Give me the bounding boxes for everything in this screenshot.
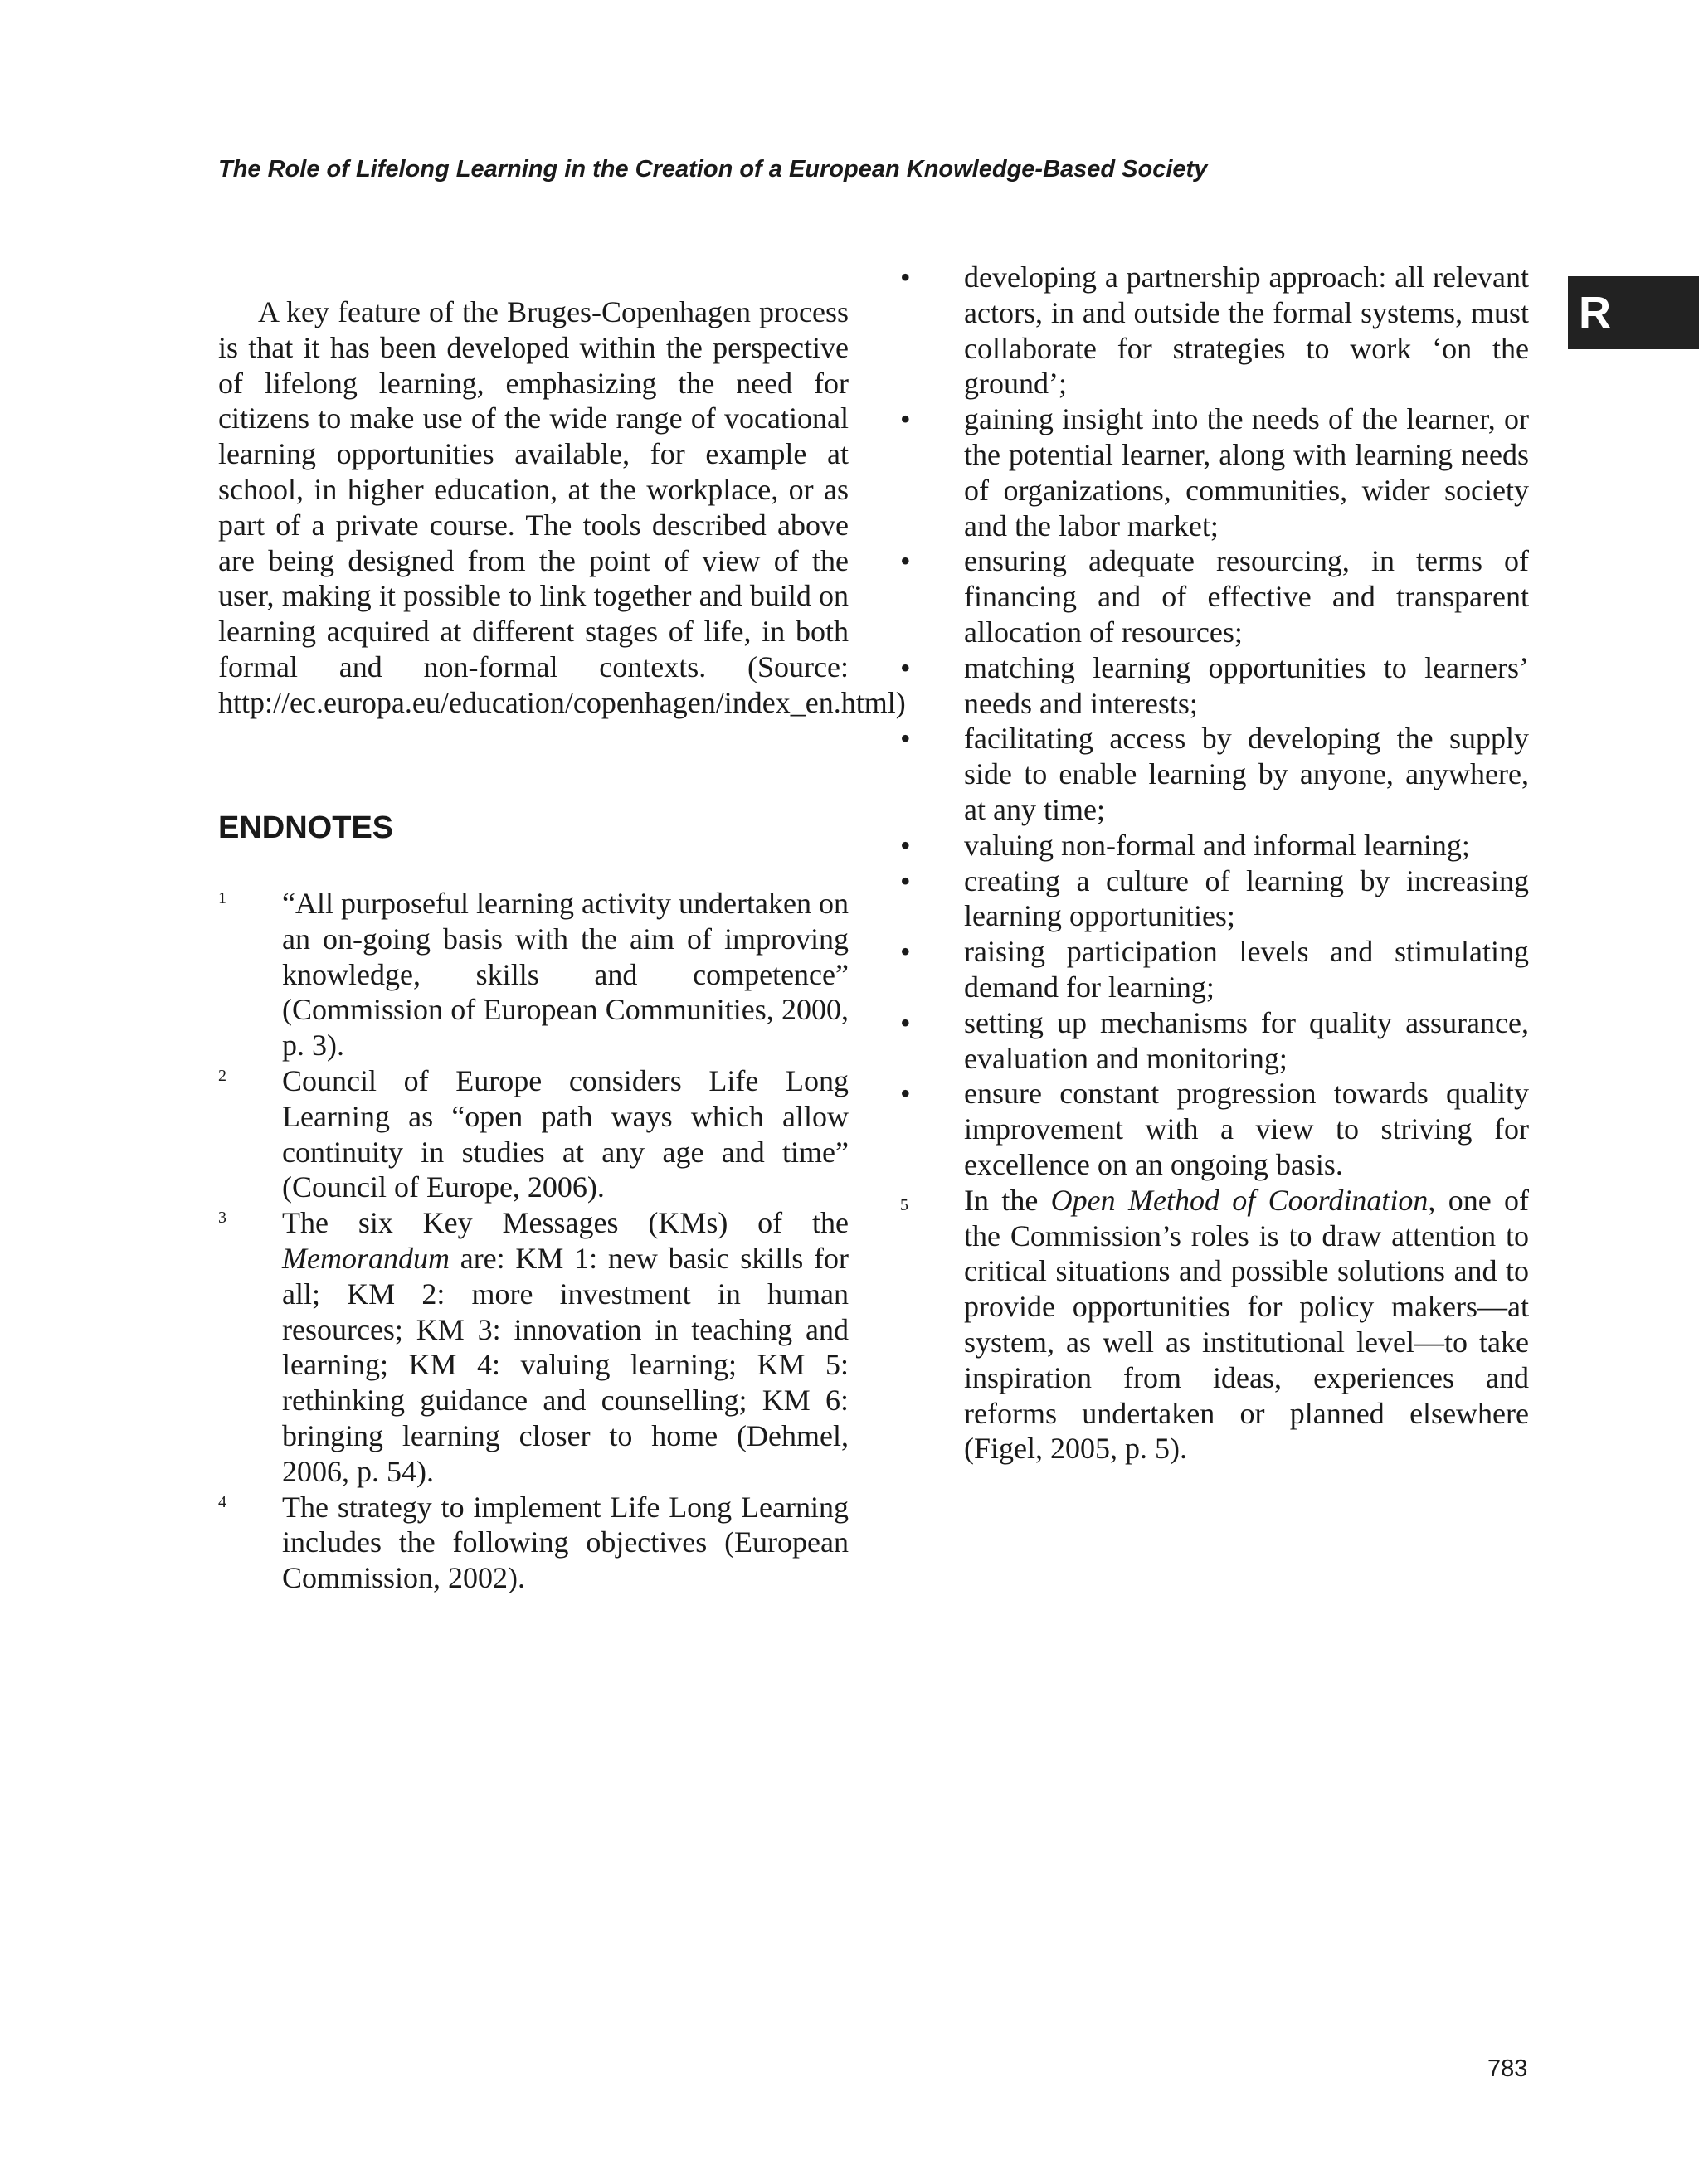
open-method-title: Open Method of Coordination (1050, 1183, 1429, 1217)
endnote-3 (218, 1205, 849, 1489)
endnote-text: The strategy to implement Life Long Learning includes the following objectives (European Commission, 2002). (282, 1490, 849, 1595)
endnote-text-segment: are: KM 1: new basic skills for all; KM 2: more investment in human resources; KM 3: innovation in teaching and learning; KM 4: valuing learning; KM 5: rethinking guidance and counselling; KM 6: bringing learning closer to home (Dehmel, 2006, p. 54). (282, 1241, 849, 1488)
objective-item (900, 934, 1529, 1005)
bullet-icon: • (900, 1005, 911, 1039)
endnote-text: Council of Europe considers Life Long Learning as “open path ways which allow continuity in studies at any age and time” (Council of Europe, 2006). (282, 1063, 849, 1204)
left-column (218, 294, 906, 721)
objective-item (900, 828, 1529, 863)
objective-text: ensure constant progression towards quality improvement with a view to striving for excellence on an ongoing basis. (964, 1077, 1529, 1181)
endnote-2 (218, 1063, 849, 1205)
objective-item (900, 650, 1529, 722)
objective-item (900, 1076, 1529, 1182)
bullet-icon: • (900, 1077, 911, 1111)
objective-item (900, 260, 1529, 401)
objective-text: setting up mechanisms for quality assurance, evaluation and monitoring; (964, 1005, 1529, 1075)
endnote-1 (218, 886, 849, 1063)
endnote-text (282, 1205, 849, 1489)
endnote-number: 3 (218, 1209, 226, 1228)
objective-item (900, 863, 1529, 935)
endnote-text-segment: , one of the Commission’s roles is to draw attention to critical situations and possible solutions and to provide opportunities for policy makers—at system, as well as institutional level—to take inspiration from ideas, experiences and reforms undertaken or planned elsewhere (Figel, 2005, p. 5). (964, 1183, 1530, 1466)
objective-item (900, 1005, 1529, 1077)
endnote-5 (900, 1183, 1529, 1467)
endnote-text: “All purposeful learning activity undertaken on an on-going basis with the aim of improving knowledge, skills and competence” (Commission of European Communities, 2000, p. 3). (282, 887, 849, 1063)
objectives-list (900, 260, 1529, 1183)
objective-text: facilitating access by developing the supply side to enable learning by anyone, anywhere, at any time; (964, 722, 1529, 826)
endnote-text-segment: In the (964, 1183, 1051, 1217)
memorandum-title: Memorandum (282, 1241, 450, 1275)
objective-text: matching learning opportunities to learners’ needs and interests; (964, 650, 1529, 720)
objective-text: valuing non-formal and informal learning; (964, 828, 1470, 862)
objective-item (900, 401, 1529, 543)
endnote-text (900, 1183, 1529, 1467)
endnote-4 (218, 1490, 849, 1596)
objective-text: creating a culture of learning by increasing learning opportunities; (964, 863, 1529, 933)
objective-item (900, 721, 1529, 827)
running-header-title: The Role of Lifelong Learning in the Creation of a European Knowledge-Based Society (218, 156, 1208, 182)
page-number: 783 (1487, 2055, 1528, 2082)
endnote-text-segment: The six Key Messages (KMs) of the (282, 1206, 849, 1240)
bullet-icon: • (900, 935, 911, 969)
bullet-icon: • (900, 260, 911, 294)
bullet-icon: • (900, 402, 911, 436)
endnote-number: 1 (218, 889, 226, 907)
objective-text: raising participation levels and stimulating demand for learning; (964, 935, 1529, 1004)
objective-text: developing a partnership approach: all relevant actors, in and outside the formal systems, must collaborate for strategies to work ‘on the ground’; (964, 260, 1529, 401)
objective-text: ensuring adequate resourcing, in terms of financing and of effective and transparent allocation of resources; (964, 544, 1529, 649)
endnote-number: 2 (218, 1066, 226, 1085)
endnote-number: 5 (900, 1196, 908, 1214)
bullet-icon: • (900, 650, 911, 684)
right-column (900, 260, 1529, 1467)
bullet-icon: • (900, 863, 911, 897)
objective-text: gaining insight into the needs of the learner, or the potential learner, along with learning needs of organizations, communities, wider society and the labor market; (964, 402, 1529, 542)
bullet-icon: • (900, 828, 911, 862)
endnote-number: 4 (218, 1492, 226, 1511)
bullet-icon: • (900, 722, 911, 756)
section-tab: R (1568, 276, 1699, 349)
endnotes-list (218, 886, 849, 1596)
intro-paragraph: A key feature of the Bruges-Copenhagen process is that it has been developed within the perspective of lifelong learning, emphasizing the need for citizens to make use of the wide range of vocational learning opportunities available, for example at school, in higher education, at the workplace, or as part of a private course. The tools described above are being designed from the point of view of the user, making it possible to link together and build on learning acquired at different stages of life, in both formal and non-formal contexts. (Source: http://ec.europa.eu/education/copenhagen/index_en.html) (218, 295, 906, 719)
objective-item (900, 543, 1529, 649)
bullet-icon: • (900, 544, 911, 578)
endnotes-heading: ENDNOTES (218, 810, 394, 845)
